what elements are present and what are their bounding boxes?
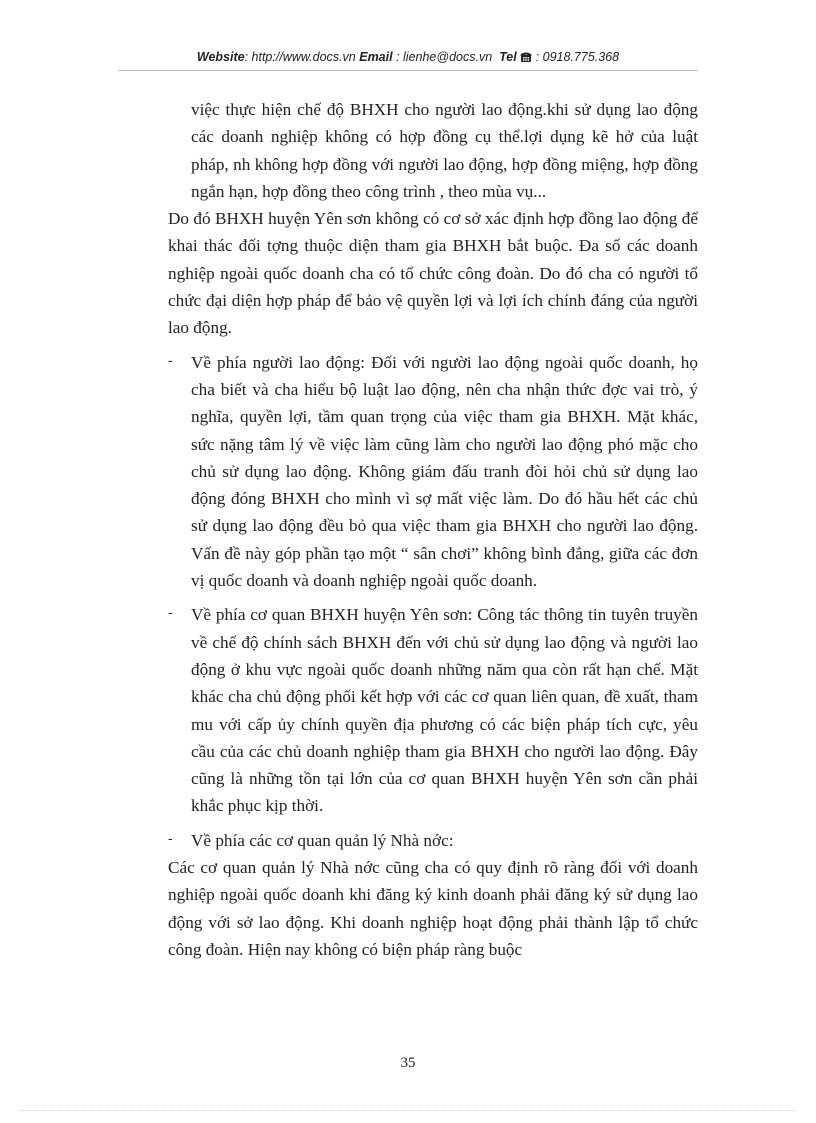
footer-divider xyxy=(20,1110,796,1111)
bullet-item-workers xyxy=(168,349,698,595)
page-number: 35 xyxy=(400,1055,416,1071)
paragraph-continuation: việc thực hiện chế độ BHXH cho người lao động.khi sử dụng lao động các doanh nghiệp không có hợp đồng cụ thể.lợi dụng kẽ hở của luật pháp, nh không hợp đồng với người lao động, hợp đồng miệng, hợp đồng ngắn hạn, hợp đồng theo công trình , theo mùa vụ... xyxy=(191,100,698,201)
website-value[interactable]: : http://www.docs.vn xyxy=(244,50,356,64)
phone-icon xyxy=(520,51,532,65)
document-body xyxy=(168,96,698,963)
bullet-item-state xyxy=(168,827,698,854)
email-label: Email xyxy=(359,50,393,64)
page-header xyxy=(118,50,698,65)
website-label: Website xyxy=(196,50,245,64)
paragraph: Do đó BHXH huyện Yên sơn không có cơ sở xác định hợp đồng lao động để khai thác đối tợng thuộc diện tham gia BHXH bắt buộc. Đa số các doanh nghiệp ngoài quốc doanh cha có tổ chức công đoàn. Do đó cha có người tổ chức đại diện hợp pháp để bảo vệ quyền lợi và lợi ích chính đáng của người lao động. xyxy=(168,209,698,338)
bullet-item-agency xyxy=(168,601,698,819)
bullet-marker: - xyxy=(168,829,173,846)
tel-value: : 0918.775.368 xyxy=(535,50,620,64)
email-value[interactable]: : lienhe@docs.vn xyxy=(392,50,493,64)
bullet-marker: - xyxy=(168,604,173,621)
bullet-text: Về phía người lao động: Đối với người lao động ngoài quốc doanh, họ cha biết và cha hiểu bộ luật lao động, nên cha nhận thức đợc vai trò, ý nghĩa, quyền lợi, tầm quan trọng của việc tham gia BHXH. Mặt khác, sức nặng tâm lý về việc làm cũng làm cho người lao động phó mặc cho chủ sử dụng lao động. Không giám đấu tranh đòi hỏi chủ sử dụng lao động đóng BHXH cho mình vì sợ mất việc làm. Do đó hầu hết các chủ sử dụng lao động đều bỏ qua việc tham gia BHXH cho người lao động. Vấn đề này góp phần tạo một “ sân chơi” không bình đẳng, giữa các đơn vị quốc doanh và doanh nghiệp ngoài quốc doanh. xyxy=(191,352,698,591)
bullet-text: Về phía cơ quan BHXH huyện Yên sơn: Công tác thông tin tuyên truyền về chế độ chính sách BHXH đến với chủ sử dụng lao động và người lao động ở khu vực ngoài quốc doanh những năm qua còn rất hạn chế. Mặt khác cha chủ động phối kết hợp với các cơ quan liên quan, đề xuất, tham mu với cấp ủy chính quyền địa phương có các biện pháp tích cực, yêu cầu của các chủ doanh nghiệp tham gia BHXH cho người lao động. Đây cũng là những tồn tại lớn của cơ quan BHXH huyện Yên sơn cần phải khắc phục kịp thời. xyxy=(191,605,698,816)
header-divider xyxy=(118,70,698,71)
bullet-text: Về phía các cơ quan quản lý Nhà nớc: xyxy=(191,830,454,850)
tel-label: Tel xyxy=(499,50,517,64)
bullet-marker: - xyxy=(168,351,173,368)
paragraph: Các cơ quan quản lý Nhà nớc cũng cha có quy định rõ ràng đối với doanh nghiệp ngoài quốc doanh khi đăng ký kinh doanh phải đăng ký sử dụng lao động với sở lao động. Khi doanh nghiệp hoạt động phải thành lập tổ chức công đoàn. Hiện nay không có biện pháp ràng buộc xyxy=(168,858,698,959)
